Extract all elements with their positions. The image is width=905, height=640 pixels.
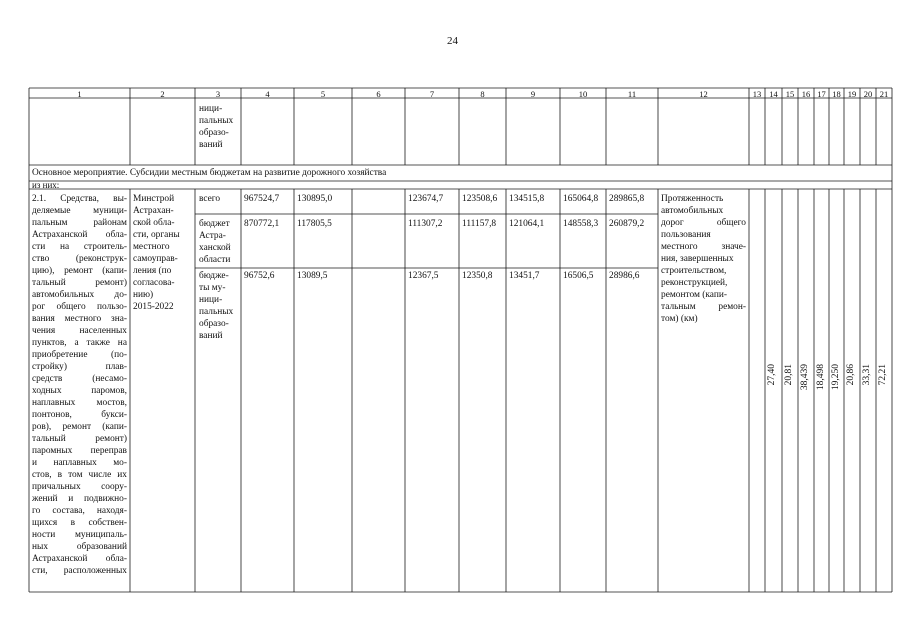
measure-name-line: деляемые муници-: [32, 206, 127, 216]
indicator-text-line: реконструкцией,: [661, 278, 728, 288]
header-cell: 8: [480, 89, 485, 99]
header-cell: 15: [785, 89, 795, 99]
executor-line: ской обла-: [133, 218, 175, 228]
measure-name-line: средств (несамо-: [32, 374, 127, 384]
header-cell: 5: [320, 89, 326, 99]
header-cell: 7: [429, 89, 435, 99]
header-cell: 20: [863, 89, 873, 99]
measure-name-line: причальных соору-: [32, 482, 127, 492]
measure-name-line: пунктов, а также на: [32, 338, 127, 348]
measure-name-line: 2.1. Средства, вы-: [32, 194, 127, 204]
indicator-text-line: автомобильных: [661, 206, 724, 216]
amount-cell: 148558,3: [563, 219, 599, 229]
amount-cell: 289865,8: [609, 194, 645, 204]
funding-source: Астра-: [199, 231, 226, 241]
header-cell: 16: [801, 89, 811, 99]
amount-cell: 111157,8: [462, 219, 497, 229]
funding-source: образо-: [199, 319, 229, 329]
funding-source: области: [199, 255, 231, 265]
header-cell: 6: [376, 89, 381, 99]
measure-name-line: тальный ремонт): [32, 278, 127, 288]
funding-source: ханской: [199, 243, 231, 253]
executor-line: ления (по: [133, 266, 172, 276]
header-cell: 21: [879, 89, 889, 99]
header-cell: 14: [769, 89, 778, 99]
indicator-text-line: строительством,: [661, 266, 727, 276]
header-cell: 9: [530, 89, 536, 99]
measure-name-line: вания местного зна-: [32, 314, 127, 324]
executor-line: сти, органы: [133, 230, 180, 240]
funding-source: всего: [199, 194, 221, 204]
indicator-text-line: ния, завершенных: [661, 254, 734, 264]
indicator-text-line: тальным ремон-: [661, 302, 746, 312]
measure-name-line: рог общего пользо-: [32, 302, 127, 312]
indicator-value: 20,86: [846, 364, 856, 386]
amount-cell: 870772,1: [244, 219, 280, 229]
indicator-value: 33,31: [862, 364, 872, 386]
indicator-text-line: дорог общего: [661, 218, 746, 228]
measure-name-line: понтонов, букси-: [32, 410, 127, 420]
continued-text: пальных: [199, 116, 234, 126]
measure-name-line: ство (реконструк-: [32, 254, 127, 264]
executor-line: Астрахан-: [133, 206, 174, 216]
continued-text: ници-: [199, 104, 223, 114]
header-cell: 13: [752, 89, 762, 99]
amount-cell: 13089,5: [297, 271, 328, 281]
measure-name-line: ных образований: [32, 542, 127, 552]
amount-cell: 123508,6: [462, 194, 498, 204]
executor-line: 2015-2022: [133, 302, 174, 312]
measure-name-line: ров), ремонт (капи-: [32, 422, 127, 432]
measure-name-line: сти на строитель-: [32, 242, 127, 252]
amount-cell: 134515,8: [509, 194, 545, 204]
page-number: 24: [447, 35, 458, 47]
header-cell: 17: [817, 89, 826, 99]
measure-name-line: наплавных мостов,: [32, 398, 127, 408]
header-cell: 12: [699, 89, 708, 99]
measure-name-line: и наплавных мо-: [32, 458, 127, 468]
measure-name-line: Астраханской обла-: [32, 554, 127, 564]
funding-source: бюдже-: [199, 271, 229, 281]
amount-cell: 123674,7: [408, 194, 444, 204]
indicator-value: 20,81: [784, 364, 794, 386]
measure-name-line: тальный ремонт): [32, 434, 127, 444]
indicator-text-line: ремонтом (капи-: [661, 290, 727, 300]
iz-nikh-label: из них:: [32, 180, 60, 190]
indicator-text-line: местного значе-: [661, 242, 746, 252]
executor-line: Минстрой: [133, 194, 175, 204]
header-cell: 1: [77, 89, 82, 99]
funding-source: бюджет: [199, 219, 230, 229]
amount-cell: 967524,7: [244, 194, 280, 204]
header-cell: 19: [847, 89, 857, 99]
amount-cell: 111307,2: [408, 219, 443, 229]
measure-name-line: ности муниципаль-: [32, 530, 127, 540]
section-title: Основное мероприятие. Субсидии местным бюджетам на развитие дорожного хозяйства: [32, 168, 387, 178]
measure-name-line: автомобильных до-: [32, 290, 127, 300]
continued-text: ваний: [199, 140, 223, 150]
indicator-text-line: том) (км): [661, 314, 698, 324]
measure-name-line: го состава, находя-: [32, 506, 127, 516]
measure-name-line: чения населенных: [32, 326, 127, 336]
measure-name-line: Астраханской обла-: [32, 230, 127, 240]
measure-name-line: ходных паромов,: [32, 386, 127, 396]
funding-source: ваний: [199, 331, 223, 341]
measure-name-line: пальным районам: [32, 218, 127, 228]
indicator-text-line: Протяженность: [661, 194, 724, 204]
measure-name-line: сти, расположенных: [32, 566, 127, 576]
amount-cell: 130895,0: [297, 194, 333, 204]
indicator-value: 27,40: [767, 364, 777, 386]
funding-source: ты му-: [199, 283, 226, 293]
executor-line: самоуправ-: [133, 254, 178, 264]
indicator-value: 72,21: [878, 364, 888, 386]
funding-source: ници-: [199, 295, 223, 305]
continued-text: образо-: [199, 128, 229, 138]
funding-source: пальных: [199, 307, 234, 317]
measure-name-line: приобретение (по-: [32, 350, 127, 360]
amount-cell: 96752,6: [244, 271, 275, 281]
header-cell: 18: [832, 89, 841, 99]
measure-name-line: стройку) плав-: [32, 362, 127, 372]
amount-cell: 260879,2: [609, 219, 645, 229]
amount-cell: 13451,7: [509, 271, 540, 281]
amount-cell: 16506,5: [563, 271, 594, 281]
amount-cell: 12350,8: [462, 271, 493, 281]
measure-name-line: щихся в собствен-: [32, 518, 127, 528]
header-cell: 4: [265, 89, 270, 99]
indicator-value: 18,498: [816, 364, 826, 391]
header-cell: 2: [160, 89, 165, 99]
executor-line: нию): [133, 290, 154, 300]
measure-name-line: стов, в том числе их: [32, 470, 127, 480]
indicator-text-line: пользования: [661, 230, 711, 240]
indicator-value: 38,439: [800, 364, 810, 391]
amount-cell: 117805,5: [297, 219, 332, 229]
measure-name-line: паромных переправ: [32, 446, 127, 456]
header-cell: 10: [578, 89, 588, 99]
amount-cell: 28986,6: [609, 271, 640, 281]
measure-name-line: жений и подвижно-: [32, 494, 127, 504]
executor-line: согласова-: [133, 278, 175, 288]
executor-line: местного: [133, 242, 170, 252]
indicator-value: 19,250: [831, 364, 841, 391]
amount-cell: 165064,8: [563, 194, 599, 204]
header-cell: 11: [627, 89, 637, 99]
measure-name-line: цию), ремонт (капи-: [32, 266, 127, 276]
amount-cell: 121064,1: [509, 219, 545, 229]
header-cell: 3: [215, 89, 221, 99]
amount-cell: 12367,5: [408, 271, 439, 281]
